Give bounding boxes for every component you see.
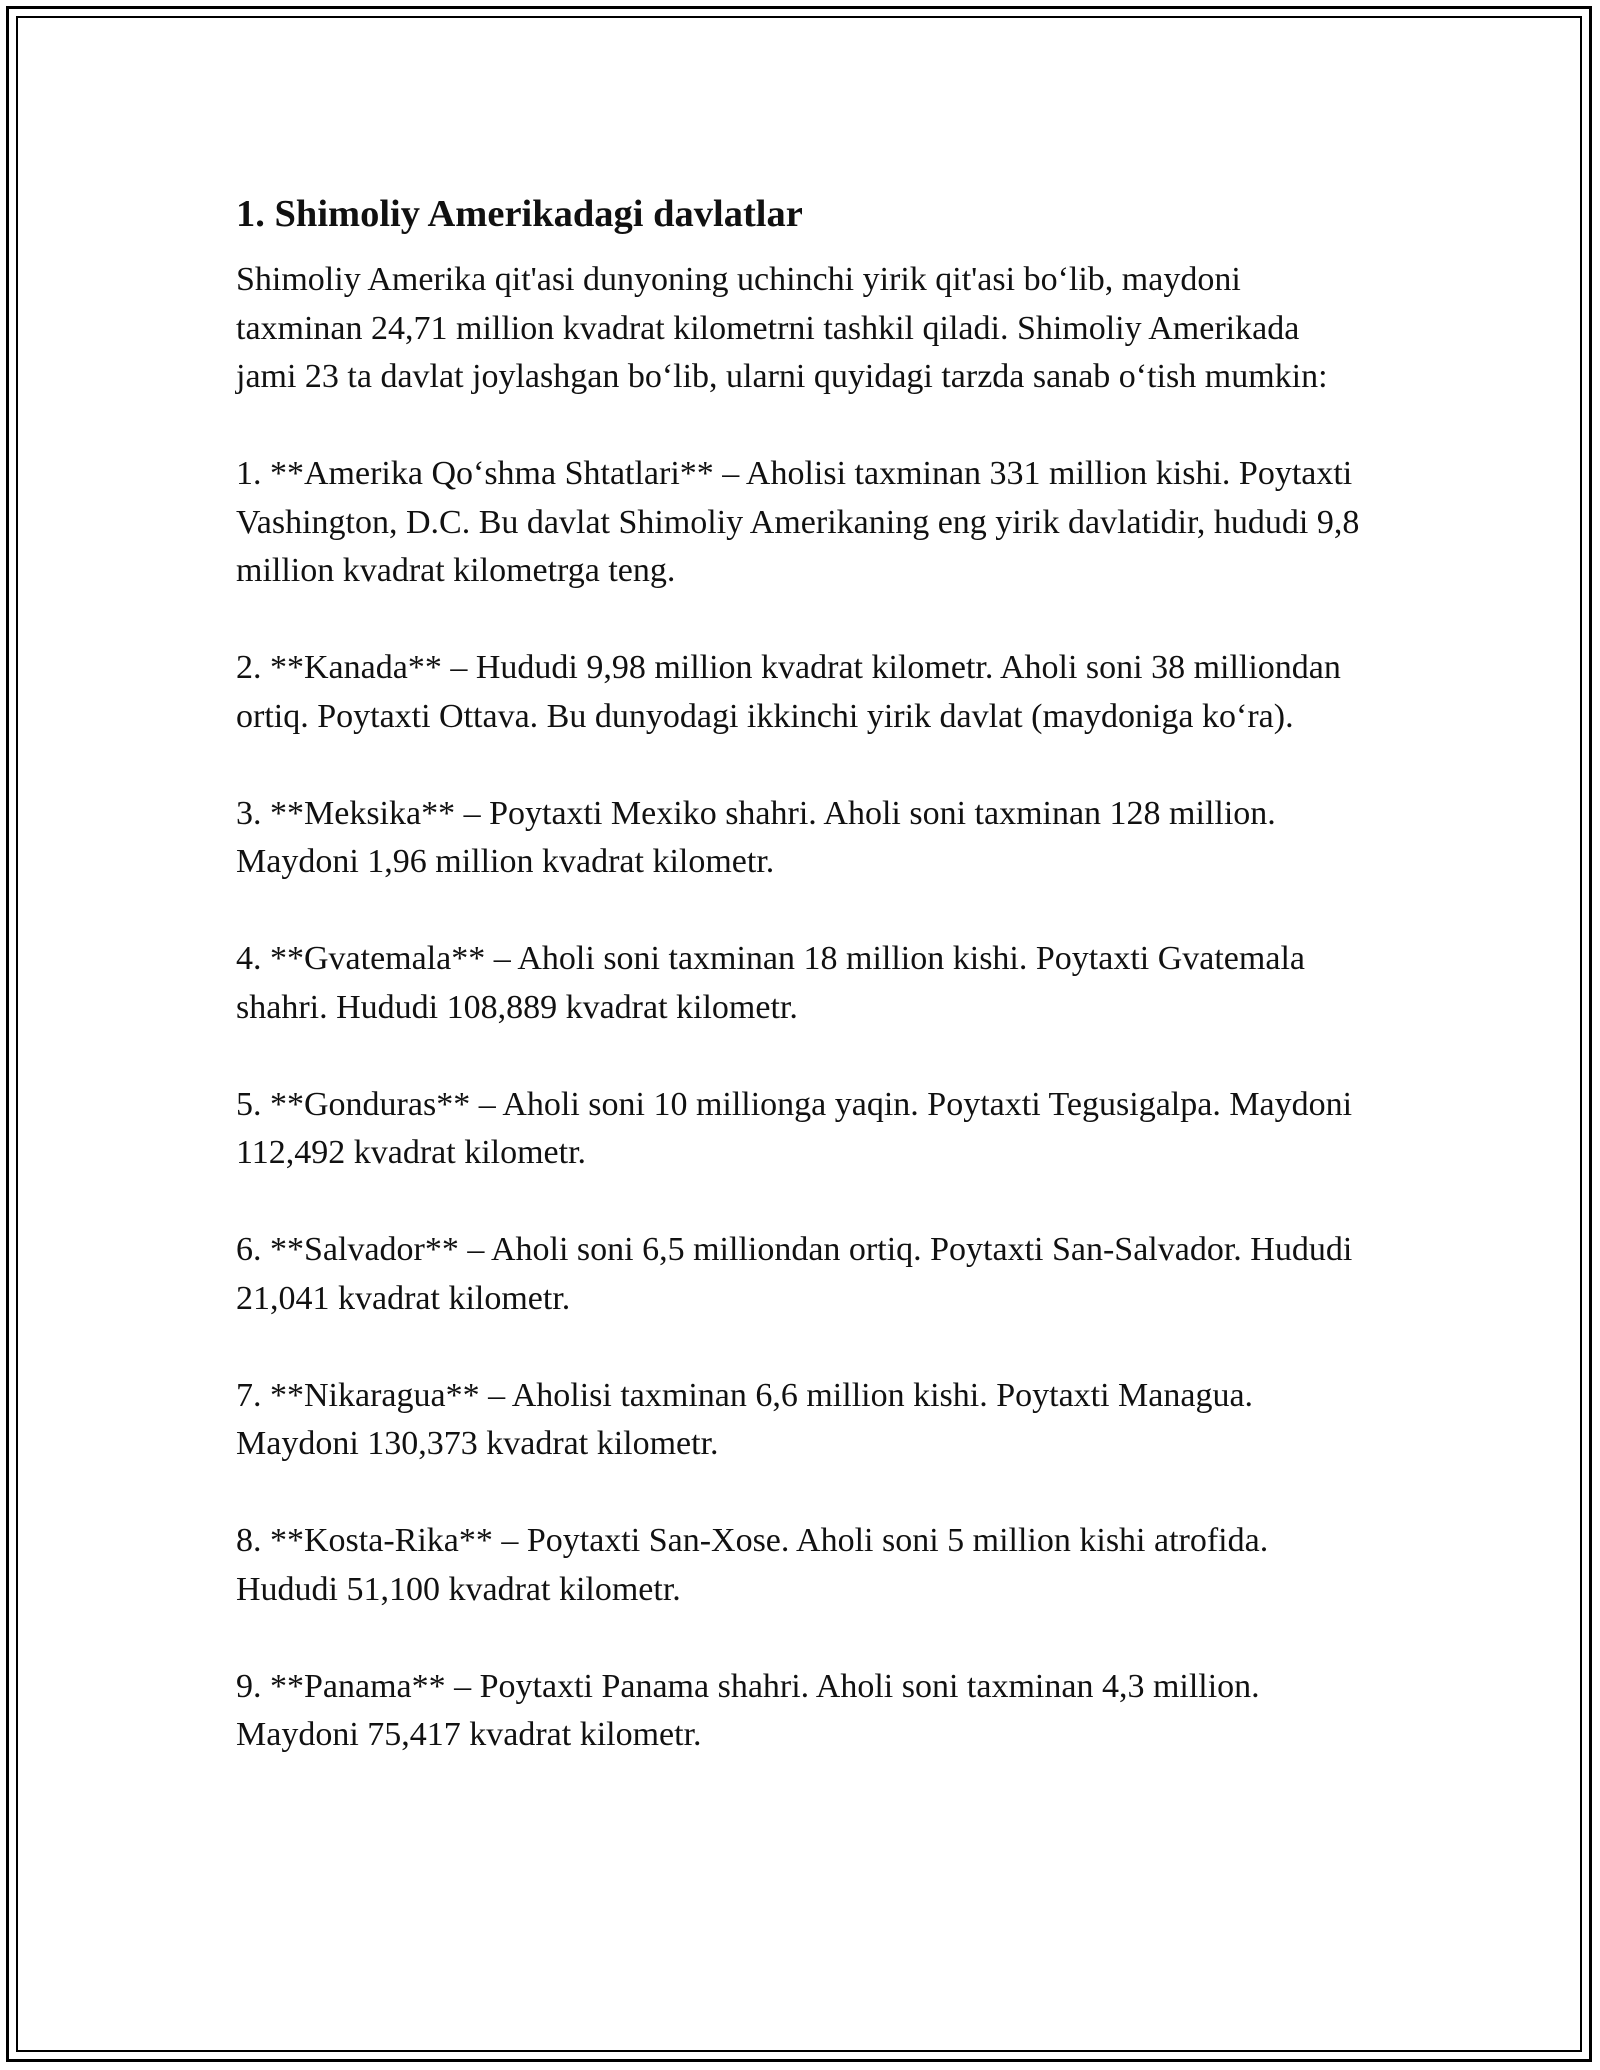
paragraph-gap <box>236 1469 1366 1518</box>
country-item-panama: 9. **Panama** – Poytaxti Panama shahri. Aholi soni taxminan 4,3 million. Maydoni 75,417 kvadrat kilometr. <box>236 1667 1260 1753</box>
paragraph-gap <box>236 596 1366 645</box>
paragraph-gap <box>236 1032 1366 1081</box>
intro-paragraph: Shimoliy Amerika qit'asi dunyoning uchinchi yirik qit'asi bo‘lib, maydoni taxminan 24,71 million kvadrat kilometrni tashkil qiladi. Shimoliy Amerikada jami 23 ta davlat joylashgan bo‘lib, ularni quyidagi tarzda sanab o‘tish mumkin: <box>236 261 1328 395</box>
country-item-honduras: 5. **Gonduras** – Aholi soni 10 millionga yaqin. Poytaxti Tegusigalpa. Maydoni 112,492 kvadrat kilometr. <box>236 1085 1353 1171</box>
country-item-canada: 2. **Kanada** – Hududi 9,98 million kvadrat kilometr. Aholi soni 38 milliondan ortiq. Poytaxti Ottava. Bu dunyodagi ikkinchi yirik davlat (maydoniga ko‘ra). <box>236 649 1341 735</box>
country-item-guatemala: 4. **Gvatemala** – Aholi soni taxminan 18 million kishi. Poytaxti Gvatemala shahri. Hududi 108,889 kvadrat kilometr. <box>236 940 1305 1026</box>
paragraph-gap <box>236 741 1366 790</box>
paragraph-gap <box>236 1614 1366 1663</box>
paragraph-gap <box>236 1323 1366 1372</box>
country-item-nicaragua: 7. **Nikaragua** – Aholisi taxminan 6,6 million kishi. Poytaxti Managua. Maydoni 130,373 kvadrat kilometr. <box>236 1376 1254 1462</box>
paragraph-gap <box>236 887 1366 936</box>
section-heading: 1. Shimoliy Amerikadagi davlatlar <box>236 193 803 235</box>
country-item-usa: 1. **Amerika Qo‘shma Shtatlari** – Aholisi taxminan 331 million kishi. Poytaxti Vashington, D.C. Bu davlat Shimoliy Amerikaning eng yirik davlatidir, hududi 9,8 million kvadrat kilometrga teng. <box>236 455 1360 589</box>
paragraph-gap <box>236 402 1366 451</box>
country-item-costa-rica: 8. **Kosta-Rika** – Poytaxti San-Xose. Aholi soni 5 million kishi atrofida. Hududi 51,100 kvadrat kilometr. <box>236 1522 1269 1608</box>
document-body <box>236 186 1366 1760</box>
country-item-salvador: 6. **Salvador** – Aholi soni 6,5 milliondan ortiq. Poytaxti San-Salvador. Hududi 21,041 kvadrat kilometr. <box>236 1231 1353 1317</box>
paragraph-gap <box>236 1178 1366 1227</box>
country-item-mexico: 3. **Meksika** – Poytaxti Mexiko shahri. Aholi soni taxminan 128 million. Maydoni 1,96 million kvadrat kilometr. <box>236 794 1276 880</box>
